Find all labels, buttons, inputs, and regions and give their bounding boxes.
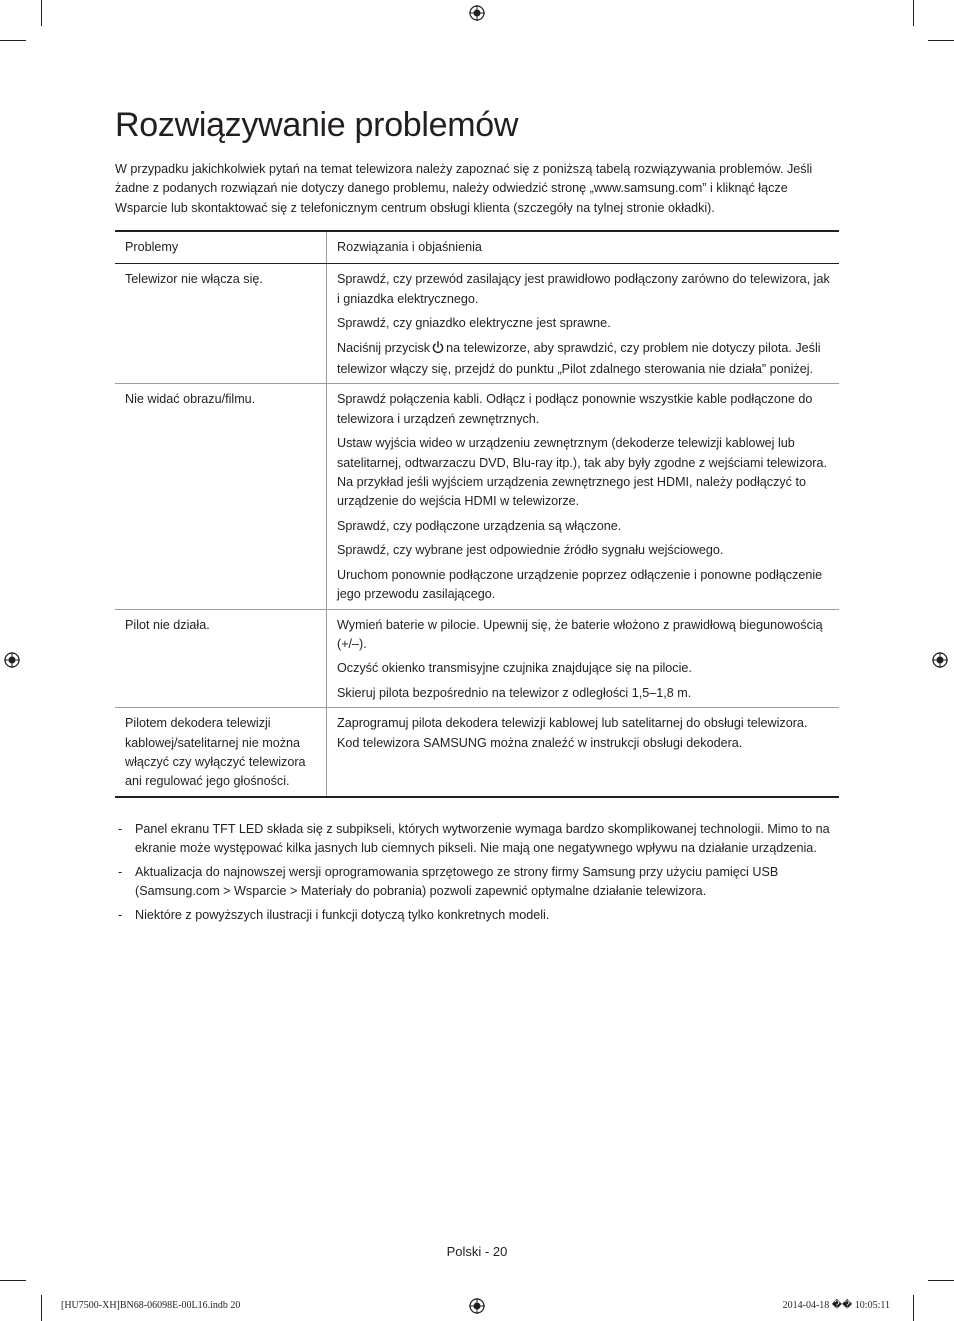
crop-mark xyxy=(0,40,26,41)
crop-mark xyxy=(41,0,42,26)
crop-mark xyxy=(928,1280,954,1281)
registration-mark-icon xyxy=(469,5,485,21)
solution-cell xyxy=(327,384,840,609)
solution-item: Skieruj pilota bezpośrednio na telewizor z odległości 1,5–1,8 m. xyxy=(337,685,692,700)
registration-mark-icon xyxy=(932,652,948,668)
registration-mark-icon xyxy=(4,652,20,668)
note-dash: - xyxy=(118,822,123,836)
solution-item-power xyxy=(337,339,831,380)
power-icon xyxy=(432,341,444,360)
note-item xyxy=(115,820,835,859)
solution-text: Naciśnij przycisk xyxy=(337,340,431,355)
solution-item: Sprawdź, czy gniazdko elektryczne jest sprawne. xyxy=(337,316,611,331)
crop-mark xyxy=(41,1295,42,1321)
note-item xyxy=(115,863,835,902)
note-dash: - xyxy=(118,907,123,922)
note-text: Panel ekranu TFT LED składa się z subpikseli, których wytworzenie wymaga bardzo skomplikowanej technologii. Mimo to na ekranie może występować kilka jasnych lub ciemnych pikseli. Nie mają one negatywnego wpływu na działanie urządzenia. xyxy=(135,822,830,856)
note-text: Aktualizacja do najnowszej wersji oprogramowania sprzętowego ze strony firmy Samsung przy użyciu pamięci USB (Samsung.com > Wsparcie > Materiały do pobrania) pozwoli zapewnić optymalne działanie telewizora. xyxy=(135,864,779,899)
problem-cell: Telewizor nie włącza się. xyxy=(115,264,327,384)
header-solutions: Rozwiązania i objaśnienia xyxy=(327,231,840,264)
note-dash: - xyxy=(118,864,123,879)
crop-mark xyxy=(0,1280,26,1281)
registration-mark-icon xyxy=(469,1298,485,1314)
solution-item: Zaprogramuj pilota dekodera telewizji kablowej lub satelitarnej do obsługi telewizora. Kod telewizora SAMSUNG można znaleźć w instrukcji obsługi dekodera. xyxy=(337,716,808,750)
solution-item: Wymień baterie w pilocie. Upewnij się, że baterie włożono z prawidłową biegunowością (+/–). xyxy=(337,617,823,651)
solution-cell xyxy=(327,264,840,384)
slug-timestamp: 2014-04-18 �� 10:05:11 xyxy=(782,1300,890,1311)
solution-cell xyxy=(327,708,840,797)
crop-mark xyxy=(913,0,914,26)
page-title: Rozwiązywanie problemów xyxy=(115,106,519,144)
solution-item: Oczyść okienko transmisyjne czujnika znajdujące się na pilocie. xyxy=(337,661,692,676)
solution-item: Sprawdź, czy podłączone urządzenia są włączone. xyxy=(337,518,622,533)
problem-cell: Nie widać obrazu/filmu. xyxy=(115,384,327,609)
solution-item: Ustaw wyjścia wideo w urządzeniu zewnętrznym (dekoderze telewizji kablowej lub satelitarnej, odtwarzaczu DVD, Blu-ray itp.), tak aby były zgodne z wejściami telewizora. Na przykład jeśli wyjściem urządzenia zewnętrznego jest HDMI, należy podłączyć to urządzenie do wejścia HDMI w telewizorze. xyxy=(337,436,827,509)
table-row xyxy=(115,264,839,384)
notes-list xyxy=(115,820,835,929)
page-number: Polski - 20 xyxy=(446,1244,508,1259)
crop-mark xyxy=(928,40,954,41)
intro-paragraph: W przypadku jakichkolwiek pytań na temat telewizora należy zapoznać się z poniższą tabelą rozwiązywania problemów. Jeśli żadne z podanych rozwiązań nie dotyczy danego problemu, należy odwiedzić stronę „www.samsung.com” i kliknąć łącze Wsparcie lub skontaktować się z telefonicznym centrum obsługi klienta (szczegóły na tylnej stronie okładki). xyxy=(115,162,813,215)
solution-item: Sprawdź, czy przewód zasilający jest prawidłowo podłączony zarówno do telewizora, jak i gniazdka elektrycznego. xyxy=(337,272,830,306)
solution-item: Sprawdź połączenia kabli. Odłącz i podłącz ponownie wszystkie kable podłączone do telewizora i urządzeń zewnętrznych. xyxy=(337,392,813,426)
crop-mark xyxy=(913,1295,914,1321)
solution-item: Uruchom ponownie podłączone urządzenie poprzez odłączenie i ponowne podłączenie jego przewodu zasilającego. xyxy=(337,567,823,602)
problem-cell: Pilotem dekodera telewizji kablowej/satelitarnej nie można włączyć czy wyłączyć telewizora ani regulować jego głośności. xyxy=(115,708,327,797)
table-header-row xyxy=(115,231,839,264)
header-problems: Problemy xyxy=(115,231,327,264)
troubleshooting-table xyxy=(115,230,839,798)
note-item xyxy=(115,906,835,925)
table-row xyxy=(115,384,839,609)
solution-cell xyxy=(327,609,840,708)
solution-item: Sprawdź, czy wybrane jest odpowiednie źródło sygnału wejściowego. xyxy=(337,543,724,558)
note-text: Niektóre z powyższych ilustracji i funkcji dotyczą tylko konkretnych modeli. xyxy=(135,907,550,922)
solution-text: na telewizorze, aby sprawdzić, czy problem nie dotyczy pilota. Jeśli telewizor włączy się, przejdź do punktu „Pilot zdalnego sterowania nie działa” poniżej. xyxy=(337,340,821,377)
problem-cell: Pilot nie działa. xyxy=(115,609,327,708)
table-row xyxy=(115,609,839,708)
table-row xyxy=(115,708,839,797)
slug-file: [HU7500-XH]BN68-06098E-00L16.indb 20 xyxy=(61,1300,241,1311)
